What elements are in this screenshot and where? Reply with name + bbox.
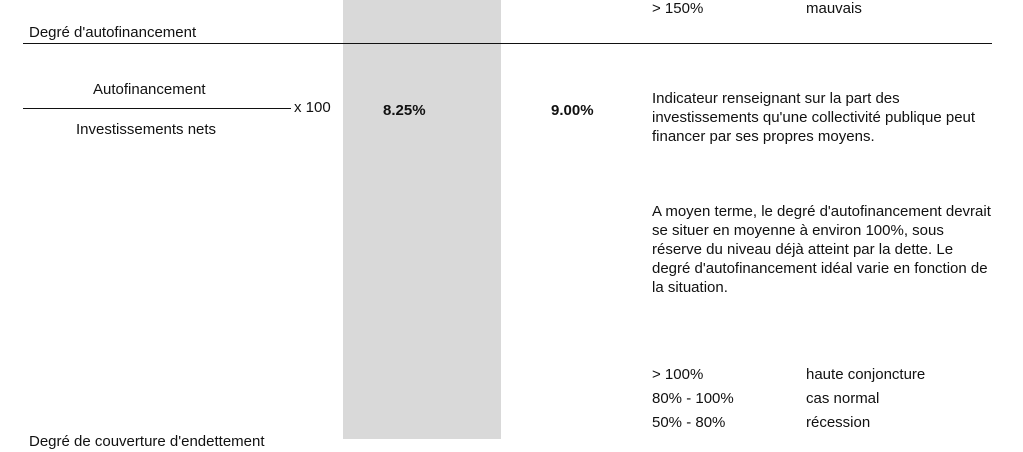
scale-rating: mauvais	[806, 0, 862, 17]
value-comparison: 9.00%	[551, 102, 594, 119]
section-divider	[23, 43, 992, 44]
indicator-description: Indicateur renseignant sur la part des investissements qu'une collectivité publique peut financer par ses propres moyens.	[652, 90, 976, 145]
scale-range: 80% - 100%	[652, 390, 734, 407]
scale-row	[652, 389, 992, 408]
scale-row	[652, 365, 992, 384]
indicator-guidance: A moyen terme, le degré d'autofinancement devrait se situer en moyenne à environ 100%, sous réserve du niveau déjà atteint par la dette. Le degré d'autofinancement idéal varie en fonction de la situation.	[652, 203, 991, 296]
scale-range: > 100%	[652, 366, 704, 383]
scale-rating: haute conjoncture	[806, 366, 926, 383]
scale-rating: cas normal	[806, 390, 880, 407]
formula-denominator: Investissements nets	[76, 121, 217, 138]
scale-rating: récession	[806, 414, 871, 431]
formula-multiplier: x 100	[294, 99, 331, 116]
formula-numerator: Autofinancement	[93, 81, 206, 98]
highlighted-value-column	[343, 0, 501, 439]
scale-row	[652, 413, 992, 432]
previous-scale-row	[652, 0, 992, 18]
fraction-bar	[23, 108, 291, 109]
section-title: Degré d'autofinancement	[29, 24, 197, 41]
next-section-title: Degré de couverture d'endettement	[29, 433, 265, 450]
scale-range: 50% - 80%	[652, 414, 726, 431]
value-current: 8.25%	[383, 102, 426, 119]
scale-range: > 150%	[652, 0, 704, 17]
